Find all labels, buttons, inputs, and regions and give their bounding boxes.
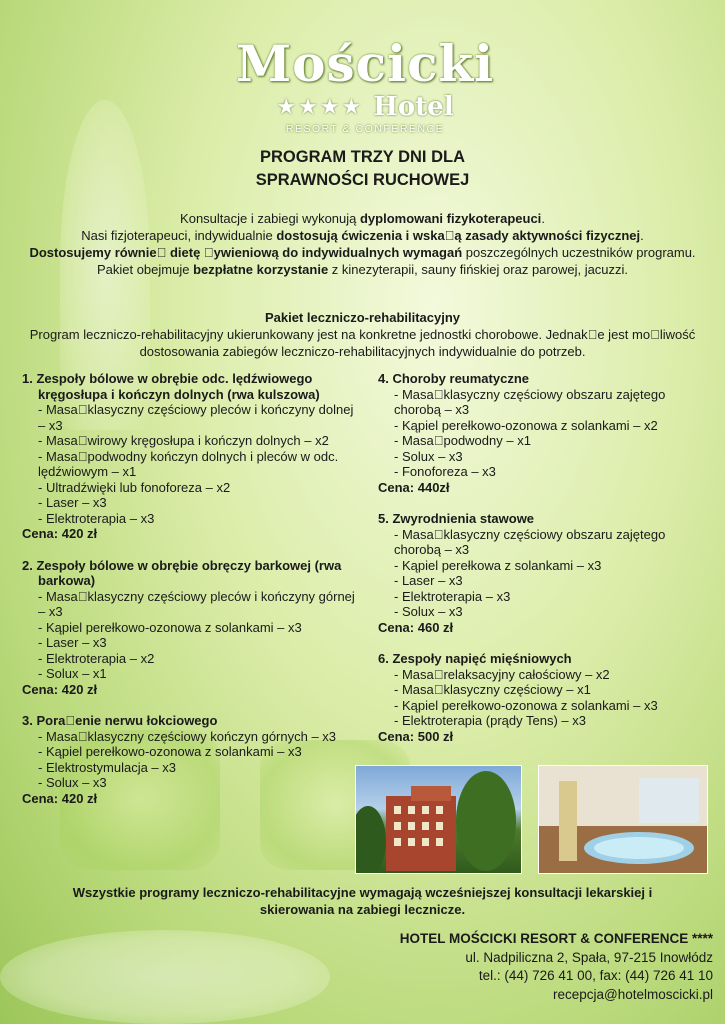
intro-text-span: poszczególnych uczestników programu. (462, 245, 696, 260)
treatment-line: - Elektroterapia – x3 (38, 510, 155, 526)
spa-illustration (539, 766, 707, 873)
treatment-line: - Masa wirowy kręgosłupa i kończyn dolnych – x2 (38, 433, 329, 448)
treatment-line: - Elektrostymulacja – x3 (38, 759, 176, 775)
treatment-line: - Masa podwodny kończyn dolnych i pleców w odc. lędźwiowym – x1 (38, 448, 339, 479)
hotel-logo (225, 34, 505, 135)
package-text: Program leczniczo-rehabilitacyjny ukierunkowany jest na konkretne jednostki chorobowe. Jednak e jest mo liwość dostosowania zabiegów leczniczo-rehabilitacyjnych indywidualnie do potrzeb. (29, 327, 696, 359)
treatment-line: - Masa klasyczny częściowy obszaru zajętego chorobą – x3 (394, 386, 666, 417)
logo-subtitle: RESORT & CONFERENCE (285, 123, 445, 135)
treatment-line: - Fonoforeza – x3 (394, 464, 496, 479)
program-item (378, 651, 708, 744)
logo-stars: ★★★★ (276, 94, 364, 119)
program-heading: 6. Zespoły napięć mięśniowych (378, 651, 572, 666)
treatment-line: - Laser – x3 (394, 573, 463, 588)
treatment-line: - Kąpiel perełkowa z solankami – x3 (394, 557, 602, 573)
intro-line-3 (20, 244, 705, 261)
treatment-line: - Solux – x3 (394, 448, 463, 464)
program-price: Cena: 500 zł (378, 728, 454, 744)
intro-text-span: Konsultacje i zabiegi wykonują (180, 211, 360, 226)
treatment-line: - Laser – x3 (38, 635, 107, 650)
treatment-line: - Masa podwodny – x1 (394, 433, 531, 448)
logo-hotel: Hotel (373, 92, 454, 122)
package-heading: Pakiet leczniczo-rehabilitacyjny (264, 310, 461, 325)
logo-name: Mościcki (235, 34, 495, 93)
intro-text-span: Nasi fizjoterapeuci, indywidualnie (81, 228, 277, 243)
logo-row (225, 92, 505, 122)
treatment-line: - Laser – x3 (38, 495, 107, 510)
treatment-line: - Elektroterapia (prądy Tens) – x3 (394, 713, 586, 728)
program-item (378, 371, 708, 495)
program-price: Cena: 420 zł (22, 526, 98, 541)
program-price: Cena: 460 zł (378, 619, 454, 635)
intro-text-span: Pakiet obejmuje (96, 262, 194, 277)
treatment-line: - Masa klasyczny częściowy kończyn górnych – x3 (38, 728, 337, 744)
intro-text-span: . (640, 228, 644, 243)
intro-line-1 (20, 210, 705, 227)
treatment-line: - Masa klasyczny częściowy pleców i kończyny dolnej – x3 (38, 402, 354, 433)
intro-bold-span: dostosują ćwiczenia i wska ą zasady aktywności fizycznej (276, 228, 641, 243)
treatment-line: - Kąpiel perełkowo-ozonowa z solankami – x3 (38, 744, 302, 759)
intro-bold-span: Dostosujemy równie  dietę  ywieniową do indywidualnych wymagań (29, 245, 463, 260)
hotel-building-illustration (356, 766, 521, 873)
program-item (22, 713, 357, 806)
treatment-line: - Kąpiel perełkowo-ozonowa z solankami – x2 (394, 417, 658, 433)
hotel-building-photo (355, 765, 522, 874)
intro-line-2 (20, 227, 705, 244)
program-heading: 1. Zespoły bólowe w obrębie odc. lędźwiowego kręgosłupa i kończyn dolnych (rwa kulszowa) (22, 371, 320, 402)
contact-phone: tel.: (44) 726 41 00, fax: (44) 726 41 10 (478, 968, 713, 983)
spa-jacuzzi-photo (538, 765, 708, 874)
program-item (378, 511, 708, 635)
treatment-line: - Kąpiel perełkowo-ozonowa z solankami – x3 (38, 619, 302, 635)
package-section (20, 309, 705, 360)
treatment-line: - Masa klasyczny częściowy obszaru zajętego chorobą – x3 (394, 526, 666, 557)
program-price: Cena: 420 zł (22, 790, 98, 806)
program-heading: 3. Pora enie nerwu łokciowego (22, 713, 218, 728)
contact-address: ul. Nadpiliczna 2, Spała, 97-215 Inowłódz (465, 949, 713, 965)
contact-block (293, 930, 713, 1004)
intro-bold-span: dyplomowani fizykoterapeuci (359, 211, 542, 226)
treatment-line: - Ultradźwięki lub fonoforeza – x2 (38, 479, 231, 495)
treatment-line: - Masa klasyczny częściowy pleców i kończyny górnej – x3 (38, 588, 355, 619)
background-flower (0, 930, 330, 1024)
intro-line-4 (20, 261, 705, 278)
treatment-line: - Solux – x3 (394, 604, 463, 619)
contact-email[interactable]: recepcja@hotelmoscicki.pl (552, 986, 713, 1002)
intro-text-span: . (541, 211, 545, 226)
program-heading: 4. Choroby reumatyczne (378, 371, 529, 386)
program-price: Cena: 440zł (378, 479, 450, 495)
treatment-line: - Solux – x3 (38, 775, 107, 790)
program-heading: 5. Zwyrodnienia stawowe (378, 511, 535, 526)
program-column-left (22, 371, 357, 822)
page-title (170, 146, 555, 192)
program-item (22, 558, 357, 698)
intro-text (20, 210, 705, 278)
program-price: Cena: 420 zł (22, 681, 98, 697)
program-heading: 2. Zespoły bólowe w obrębie obręczy barkowej (rwa barkowa) (22, 557, 342, 588)
treatment-line: - Masa klasyczny częściowy – x1 (394, 682, 591, 697)
title-line-2: SPRAWNOŚCI RUCHOWEJ (255, 171, 470, 189)
treatment-line: - Masa relaksacyjny całościowy – x2 (394, 666, 610, 682)
treatment-line: - Elektroterapia – x3 (394, 588, 511, 604)
footer-note: Wszystkie programy leczniczo-rehabilitacyjne wymagają wcześniejszej konsultacji lekarskiej i skierowania na zabiegi lecznicze. (72, 885, 653, 917)
program-item (22, 371, 357, 542)
contact-hotel-name: HOTEL MOŚCICKI RESORT & CONFERENCE **** (399, 931, 713, 946)
intro-text-span: z kinezyterapii, sauny fińskiej oraz parowej, jacuzzi. (328, 262, 629, 277)
title-line-1: PROGRAM TRZY DNI DLA (259, 148, 466, 166)
treatment-line: - Kąpiel perełkowo-ozonowa z solankami – x3 (394, 697, 658, 713)
program-column-right (378, 371, 708, 760)
treatment-line: - Elektroterapia – x2 (38, 650, 155, 666)
treatment-line: - Solux – x1 (38, 666, 107, 681)
intro-bold-span: bezpłatne korzystanie (193, 262, 329, 277)
